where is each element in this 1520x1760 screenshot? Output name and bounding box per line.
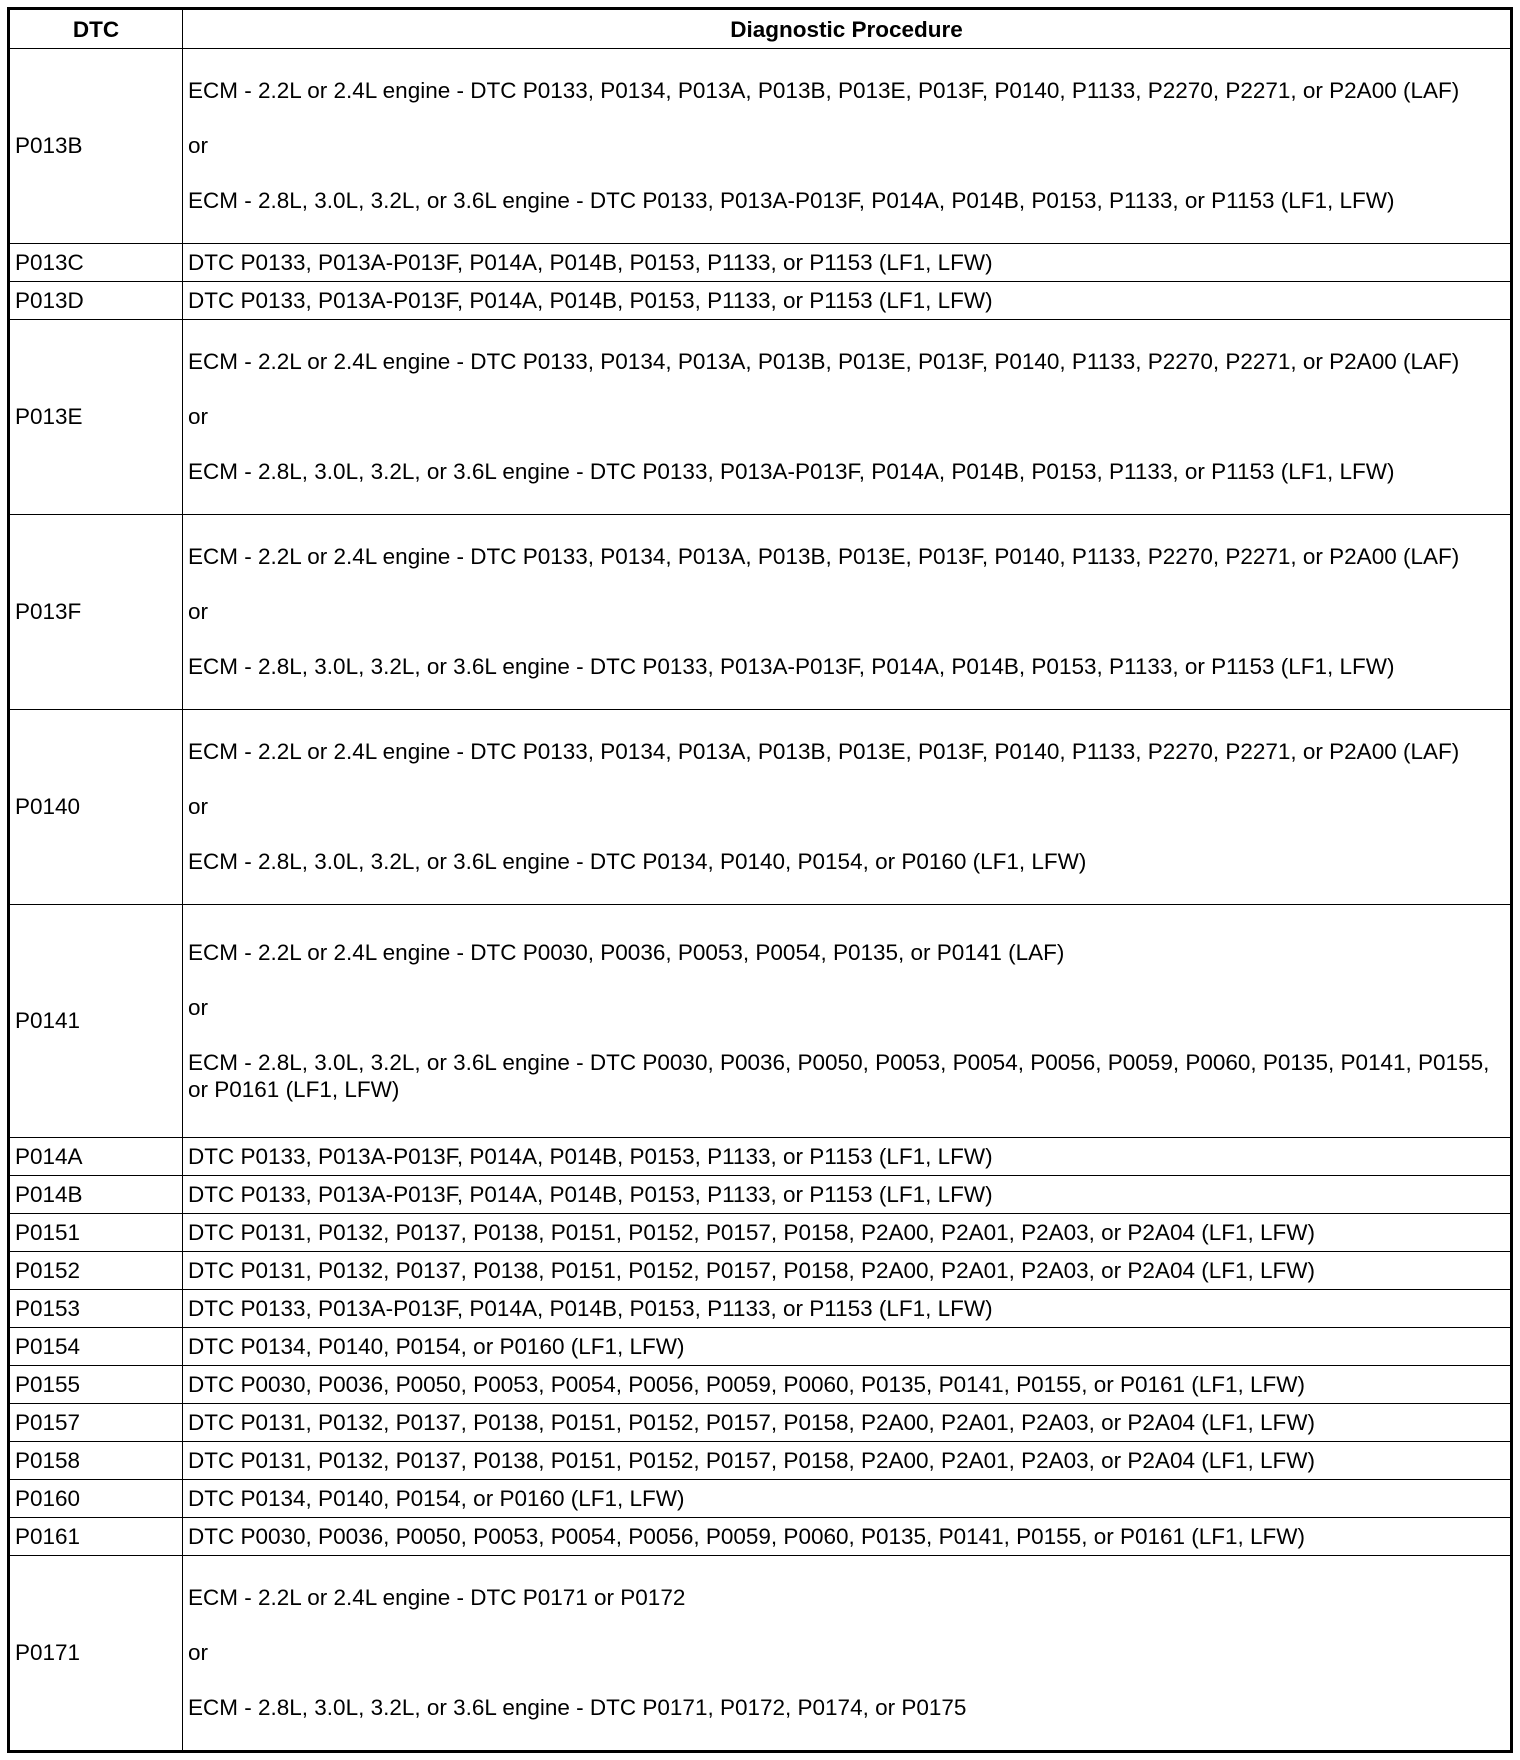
table-row	[9, 1441, 1512, 1479]
dtc-code-cell: P0141	[9, 904, 183, 1137]
paragraph-gap	[188, 625, 1505, 653]
table-row	[9, 1479, 1512, 1517]
dtc-code-cell: P014B	[9, 1175, 183, 1213]
table-row	[9, 1403, 1512, 1441]
procedure-cell	[183, 904, 1512, 1137]
procedure-cell	[183, 1175, 1512, 1213]
procedure-or: or	[188, 994, 209, 1020]
procedure-or: or	[188, 599, 209, 625]
dtc-code-cell: P0140	[9, 709, 183, 904]
table-row	[9, 709, 1512, 904]
procedure-text: DTC P0133, P013A-P013F, P014A, P014B, P0153, P1133, or P1153 (LF1, LFW)	[188, 1143, 993, 1169]
dtc-code-cell: P0171	[9, 1555, 183, 1751]
procedure-cell	[183, 1479, 1512, 1517]
procedure-text: DTC P0131, P0132, P0137, P0138, P0151, P0152, P0157, P0158, P2A00, P2A01, P2A03, or P2A04 (LF1, LFW)	[188, 1219, 1315, 1245]
column-header-procedure: Diagnostic Procedure	[183, 9, 1512, 49]
procedure-cell	[183, 1251, 1512, 1289]
table-row	[9, 1175, 1512, 1213]
procedure-text: DTC P0134, P0140, P0154, or P0160 (LF1, LFW)	[188, 1485, 685, 1511]
procedure-or: or	[188, 133, 209, 159]
procedure-cell	[183, 1213, 1512, 1251]
procedure-text: DTC P0131, P0132, P0137, P0138, P0151, P0152, P0157, P0158, P2A00, P2A01, P2A03, or P2A04 (LF1, LFW)	[188, 1447, 1315, 1473]
procedure-cell	[183, 709, 1512, 904]
procedure-cell	[183, 1289, 1512, 1327]
dtc-code-cell: P0153	[9, 1289, 183, 1327]
procedure-text: DTC P0133, P013A-P013F, P014A, P014B, P0153, P1133, or P1153 (LF1, LFW)	[188, 287, 993, 313]
paragraph-gap	[188, 430, 1505, 458]
procedure-cell	[183, 49, 1512, 244]
paragraph-gap	[188, 820, 1505, 848]
table-row	[9, 1289, 1512, 1327]
table-row	[9, 1365, 1512, 1403]
procedure-text: DTC P0133, P013A-P013F, P014A, P014B, P0153, P1133, or P1153 (LF1, LFW)	[188, 249, 993, 275]
procedure-or: or	[188, 404, 209, 430]
procedure-or: or	[188, 794, 209, 820]
paragraph-gap	[188, 765, 1505, 793]
procedure-text: ECM - 2.2L or 2.4L engine - DTC P0133, P0134, P013A, P013B, P013E, P013F, P0140, P1133, P2270, P2271, or P2A00 (LAF)	[188, 78, 1460, 104]
procedure-text: ECM - 2.2L or 2.4L engine - DTC P0171 or P0172	[188, 1585, 686, 1611]
procedure-text: ECM - 2.8L, 3.0L, 3.2L, or 3.6L engine - DTC P0171, P0172, P0174, or P0175	[188, 1695, 967, 1721]
dtc-code-cell: P0157	[9, 1403, 183, 1441]
procedure-text: DTC P0131, P0132, P0137, P0138, P0151, P0152, P0157, P0158, P2A00, P2A01, P2A03, or P2A04 (LF1, LFW)	[188, 1257, 1315, 1283]
procedure-cell	[183, 319, 1512, 514]
procedure-text: DTC P0030, P0036, P0050, P0053, P0054, P0056, P0059, P0060, P0135, P0141, P0155, or P0161 (LF1, LFW)	[188, 1371, 1306, 1397]
procedure-text: ECM - 2.8L, 3.0L, 3.2L, or 3.6L engine - DTC P0133, P013A-P013F, P014A, P014B, P0153, P1133, or P1153 (LF1, LFW)	[188, 188, 1395, 214]
procedure-cell	[183, 1365, 1512, 1403]
dtc-code-cell: P0151	[9, 1213, 183, 1251]
paragraph-gap	[188, 104, 1505, 132]
dtc-code-cell: P0160	[9, 1479, 183, 1517]
dtc-code-cell: P013B	[9, 49, 183, 244]
table-row	[9, 49, 1512, 244]
dtc-code-cell: P013C	[9, 243, 183, 281]
table-row	[9, 1555, 1512, 1751]
procedure-or: or	[188, 1640, 209, 1666]
table-row	[9, 281, 1512, 319]
paragraph-gap	[188, 570, 1505, 598]
table-row	[9, 1251, 1512, 1289]
procedure-text: DTC P0133, P013A-P013F, P014A, P014B, P0153, P1133, or P1153 (LF1, LFW)	[188, 1181, 993, 1207]
table-row	[9, 1327, 1512, 1365]
paragraph-gap	[188, 1021, 1505, 1049]
paragraph-gap	[188, 1611, 1505, 1639]
dtc-code-cell: P0154	[9, 1327, 183, 1365]
procedure-text: ECM - 2.8L, 3.0L, 3.2L, or 3.6L engine - DTC P0134, P0140, P0154, or P0160 (LF1, LFW)	[188, 849, 1087, 875]
dtc-code-cell: P014A	[9, 1137, 183, 1175]
paragraph-gap	[188, 159, 1505, 187]
table-body	[9, 49, 1512, 1752]
procedure-text: ECM - 2.2L or 2.4L engine - DTC P0133, P0134, P013A, P013B, P013E, P013F, P0140, P1133, P2270, P2271, or P2A00 (LAF)	[188, 739, 1460, 765]
table-row	[9, 904, 1512, 1137]
procedure-cell	[183, 1137, 1512, 1175]
procedure-cell	[183, 1555, 1512, 1751]
dtc-code-cell: P013E	[9, 319, 183, 514]
procedure-text: DTC P0131, P0132, P0137, P0138, P0151, P0152, P0157, P0158, P2A00, P2A01, P2A03, or P2A04 (LF1, LFW)	[188, 1409, 1315, 1435]
dtc-code-cell: P0161	[9, 1517, 183, 1555]
procedure-cell	[183, 1403, 1512, 1441]
dtc-code-cell: P0155	[9, 1365, 183, 1403]
procedure-cell	[183, 243, 1512, 281]
procedure-cell	[183, 1327, 1512, 1365]
procedure-cell	[183, 281, 1512, 319]
table-row	[9, 319, 1512, 514]
table-row	[9, 1213, 1512, 1251]
procedure-cell	[183, 1441, 1512, 1479]
dtc-code-cell: P0158	[9, 1441, 183, 1479]
table-row	[9, 1517, 1512, 1555]
procedure-text: ECM - 2.2L or 2.4L engine - DTC P0133, P0134, P013A, P013B, P013E, P013F, P0140, P1133, P2270, P2271, or P2A00 (LAF)	[188, 544, 1460, 570]
column-header-dtc: DTC	[9, 9, 183, 49]
procedure-cell	[183, 1517, 1512, 1555]
table-header-row	[9, 9, 1512, 49]
procedure-text: ECM - 2.2L or 2.4L engine - DTC P0030, P0036, P0053, P0054, P0135, or P0141 (LAF)	[188, 939, 1065, 965]
procedure-text: ECM - 2.2L or 2.4L engine - DTC P0133, P0134, P013A, P013B, P013E, P013F, P0140, P1133, P2270, P2271, or P2A00 (LAF)	[188, 349, 1460, 375]
table-row	[9, 514, 1512, 709]
dtc-code-cell: P0152	[9, 1251, 183, 1289]
dtc-table	[7, 7, 1513, 1753]
dtc-code-cell: P013F	[9, 514, 183, 709]
paragraph-gap	[188, 966, 1505, 994]
procedure-text: DTC P0030, P0036, P0050, P0053, P0054, P0056, P0059, P0060, P0135, P0141, P0155, or P0161 (LF1, LFW)	[188, 1523, 1306, 1549]
paragraph-gap	[188, 1666, 1505, 1694]
table-row	[9, 243, 1512, 281]
procedure-text: ECM - 2.8L, 3.0L, 3.2L, or 3.6L engine - DTC P0133, P013A-P013F, P014A, P014B, P0153, P1133, or P1153 (LF1, LFW)	[188, 654, 1395, 680]
procedure-cell	[183, 514, 1512, 709]
dtc-code-cell: P013D	[9, 281, 183, 319]
table-row	[9, 1137, 1512, 1175]
procedure-text: ECM - 2.8L, 3.0L, 3.2L, or 3.6L engine - DTC P0030, P0036, P0050, P0053, P0054, P0056, P0059, P0060, P0135, P0141, P0155, or P0161 (LF1, LFW)	[188, 1049, 1490, 1102]
paragraph-gap	[188, 375, 1505, 403]
procedure-text: ECM - 2.8L, 3.0L, 3.2L, or 3.6L engine - DTC P0133, P013A-P013F, P014A, P014B, P0153, P1133, or P1153 (LF1, LFW)	[188, 459, 1395, 485]
procedure-text: DTC P0133, P013A-P013F, P014A, P014B, P0153, P1133, or P1153 (LF1, LFW)	[188, 1295, 993, 1321]
procedure-text: DTC P0134, P0140, P0154, or P0160 (LF1, LFW)	[188, 1333, 685, 1359]
